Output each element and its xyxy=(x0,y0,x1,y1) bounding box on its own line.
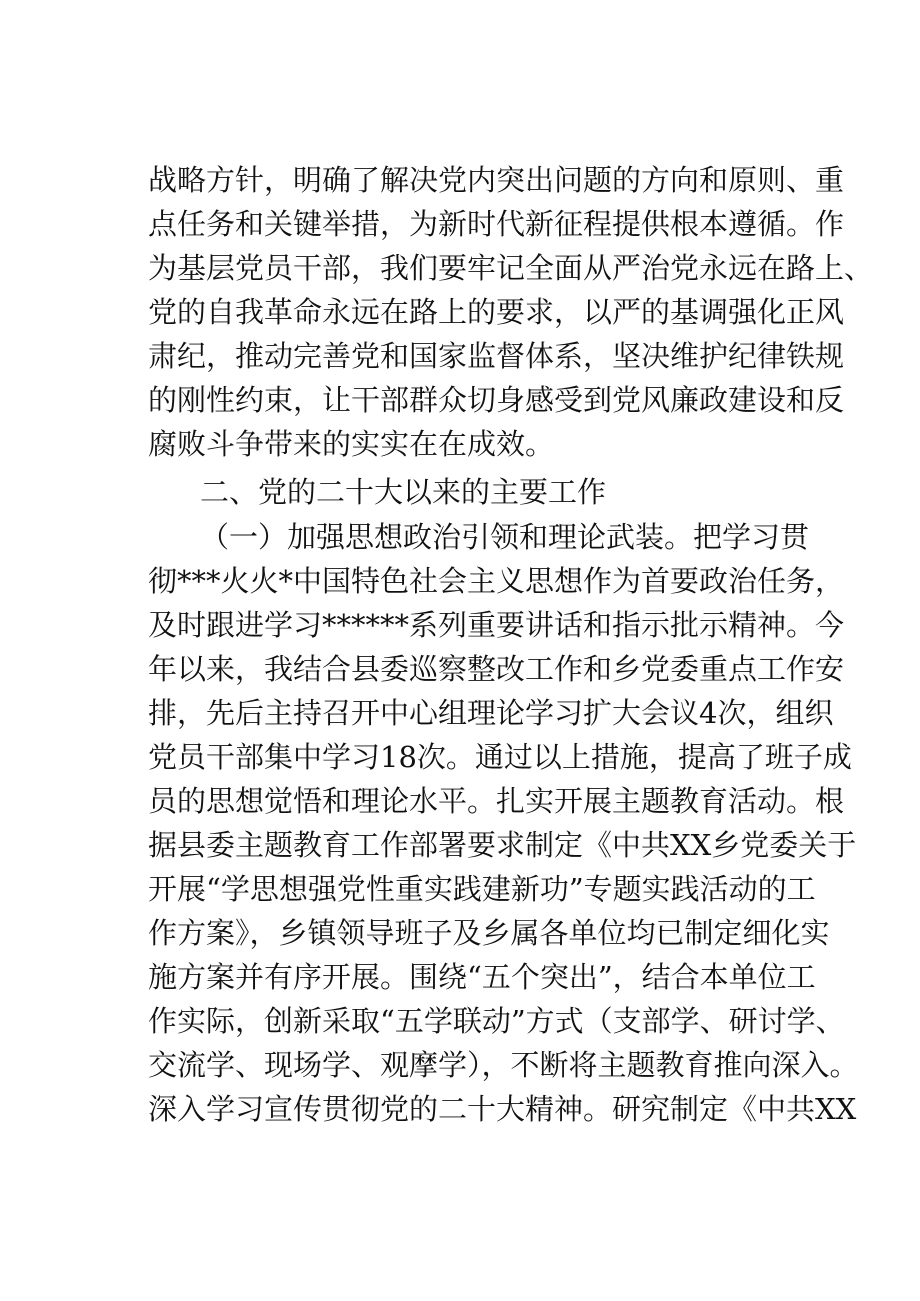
body-text-line: 腐败斗争带来的实实在在成效。 xyxy=(148,427,555,461)
body-text-line: 战略方针，明确了解决党内突出问题的方向和原则、重 xyxy=(148,163,845,197)
body-text-line: 排，先后主持召开中心组理论学习扩大会议4次，组织 xyxy=(148,696,834,730)
body-text-line: 年以来，我结合县委巡察整改工作和乡党委重点工作安 xyxy=(148,652,845,686)
body-text-line: 据县委主题教育工作部署要求制定《中共XX乡党委关于 xyxy=(148,828,857,862)
body-text-line: 党的自我革命永远在路上的要求，以严的基调强化正风 xyxy=(148,295,845,329)
body-text-line: 深入学习宣传贯彻党的二十大精神。研究制定《中共XX xyxy=(148,1092,857,1126)
body-text-line: 肃纪，推动完善党和国家监督体系，坚决维护纪律铁规 xyxy=(148,339,845,373)
body-text-line: 党员干部集中学习18次。通过以上措施，提高了班子成 xyxy=(148,740,852,774)
body-text-line: 点任务和关键举措，为新时代新征程提供根本遵循。作 xyxy=(148,207,845,241)
body-text-line: 开展“学思想强党性重实践建新功”专题实践活动的工 xyxy=(148,872,816,906)
subsection-lead-line: （一）加强思想政治引领和理论武装。把学习贯 xyxy=(200,520,810,554)
body-text-line: 交流学、现场学、观摩学），不断将主题教育推向深入。 xyxy=(148,1048,859,1082)
body-text-line: 作实际，创新采取“五学联动”方式（支部学、研讨学、 xyxy=(148,1004,845,1038)
body-text-line: 彻***火火*中国特色社会主义思想作为首要政治任务， xyxy=(148,564,845,598)
section-heading: 二、党的二十大以来的主要工作 xyxy=(200,475,607,509)
body-text-line: 施方案并有序开展。围绕“五个突出”，结合本单位工 xyxy=(148,960,816,994)
body-text-line: 的刚性约束，让干部群众切身感受到党风廉政建设和反 xyxy=(148,383,845,417)
body-text-line: 及时跟进学习******系列重要讲话和指示批示精神。今 xyxy=(148,608,845,642)
body-text-line: 员的思想觉悟和理论水平。扎实开展主题教育活动。根 xyxy=(148,784,845,818)
body-text-line: 为基层党员干部，我们要牢记全面从严治党永远在路上、 xyxy=(148,251,874,285)
body-text-line: 作方案》，乡镇领导班子及乡属各单位均已制定细化实 xyxy=(148,916,830,950)
